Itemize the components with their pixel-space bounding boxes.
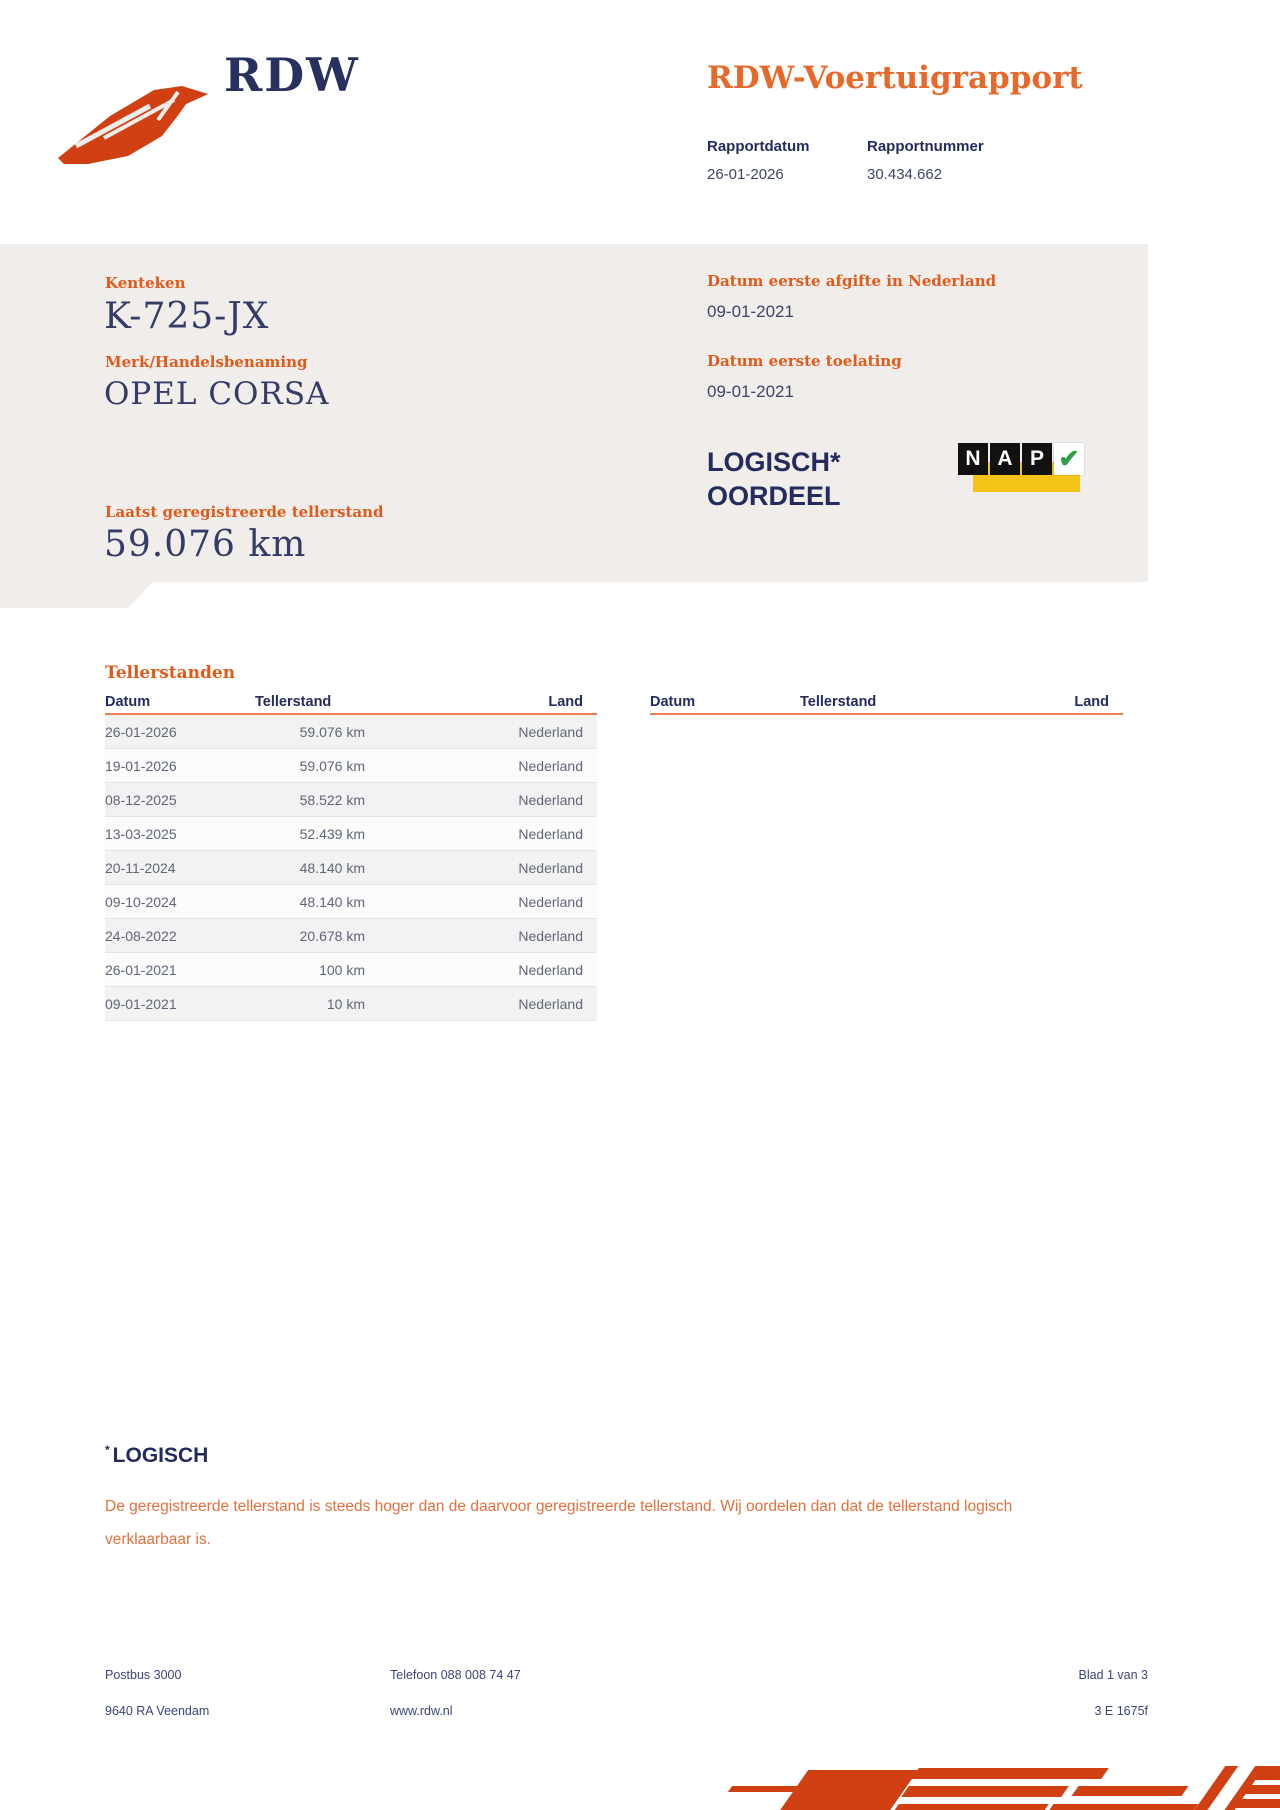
table-row xyxy=(105,953,597,987)
header-land: Land xyxy=(1074,694,1109,710)
cell-tellerstand: 20.678 km xyxy=(299,927,365,944)
table-header-row xyxy=(650,688,1123,715)
tellerstand-rows xyxy=(105,715,597,1021)
oordeel-line1: LOGISCH* xyxy=(707,447,841,477)
eerste-afgifte-label: Datum eerste afgifte in Nederland xyxy=(707,272,997,290)
header-tellerstand: Tellerstand xyxy=(255,694,332,710)
cell-land: Nederland xyxy=(518,893,583,910)
table-row xyxy=(105,783,597,817)
cell-land: Nederland xyxy=(518,757,583,774)
nap-letter-n: N xyxy=(958,443,988,475)
report-date-value: 26-01-2026 xyxy=(707,166,784,183)
nap-logo xyxy=(956,441,1091,493)
footer-address-line2: 9640 RA Veendam xyxy=(105,1704,210,1718)
cell-tellerstand: 59.076 km xyxy=(299,723,365,740)
cell-tellerstand: 59.076 km xyxy=(299,757,365,774)
nap-letter-a: A xyxy=(990,443,1020,475)
footer-address-line1: Postbus 3000 xyxy=(105,1668,182,1682)
report-number-value: 30.434.662 xyxy=(867,166,943,183)
cell-datum: 09-10-2024 xyxy=(105,893,177,910)
kenteken-value: K-725-JX xyxy=(104,296,270,337)
tellerstanden-table xyxy=(105,688,597,1021)
cell-datum: 13-03-2025 xyxy=(105,825,177,842)
table-row xyxy=(105,885,597,919)
cell-datum: 26-01-2021 xyxy=(105,961,177,978)
logisch-note-body: De geregistreerde tellerstand is steeds hoger dan de daarvoor geregistreerde tellerstand. Wij oordelen dan dat de tellerstand logisch verklaarbaar is. xyxy=(105,1498,1013,1548)
logisch-note-title xyxy=(105,1443,208,1468)
cell-datum: 08-12-2025 xyxy=(105,791,177,808)
cell-tellerstand: 48.140 km xyxy=(299,893,365,910)
nap-letter-p: P xyxy=(1022,443,1052,475)
cell-datum: 19-01-2026 xyxy=(105,757,177,774)
cell-land: Nederland xyxy=(518,995,583,1012)
page-title: RDW-Voertuigrapport xyxy=(707,60,1083,96)
cell-land: Nederland xyxy=(518,723,583,740)
tellerstanden-table-right-empty xyxy=(650,688,1123,715)
kenteken-label: Kenteken xyxy=(105,274,186,292)
oordeel-line2: OORDEEL xyxy=(707,481,841,511)
cell-land: Nederland xyxy=(518,927,583,944)
cell-datum: 24-08-2022 xyxy=(105,927,177,944)
oordeel-verdict xyxy=(707,445,841,513)
header-tellerstand: Tellerstand xyxy=(800,694,877,710)
eerste-afgifte-value: 09-01-2021 xyxy=(707,302,794,321)
nap-checkmark-icon: ✔ xyxy=(1054,443,1084,475)
header-land: Land xyxy=(548,694,583,710)
tellerstanden-section-title: Tellerstanden xyxy=(105,663,236,683)
cell-land: Nederland xyxy=(518,825,583,842)
merk-value: OPEL CORSA xyxy=(104,376,330,412)
table-row xyxy=(105,919,597,953)
cell-land: Nederland xyxy=(518,961,583,978)
table-row xyxy=(105,851,597,885)
asterisk-marker: * xyxy=(105,1443,110,1457)
table-header-row xyxy=(105,688,597,715)
eerste-toelating-value: 09-01-2021 xyxy=(707,382,794,401)
cell-datum: 09-01-2021 xyxy=(105,995,177,1012)
rdw-footer-stripes-graphic xyxy=(720,1762,1280,1810)
cell-tellerstand: 48.140 km xyxy=(299,859,365,876)
cell-tellerstand: 10 km xyxy=(326,995,365,1012)
cell-datum: 26-01-2026 xyxy=(105,723,177,740)
cell-datum: 20-11-2024 xyxy=(105,859,176,876)
laatste-tellerstand-value: 59.076 km xyxy=(104,524,307,565)
footer-form-code: 3 E 1675f xyxy=(1094,1704,1148,1718)
cell-land: Nederland xyxy=(518,859,583,876)
cell-tellerstand: 100 km xyxy=(319,961,365,978)
table-row xyxy=(105,987,597,1021)
footer-phone: Telefoon 088 008 74 47 xyxy=(390,1668,521,1682)
report-date-label: Rapportdatum xyxy=(707,138,810,155)
report-number-label: Rapportnummer xyxy=(867,138,984,155)
rdw-logo-wordmark: RDW xyxy=(224,48,360,102)
footer-page-number: Blad 1 van 3 xyxy=(1078,1668,1148,1682)
cell-tellerstand: 58.522 km xyxy=(299,791,365,808)
table-row xyxy=(105,749,597,783)
table-row xyxy=(105,817,597,851)
eerste-toelating-label: Datum eerste toelating xyxy=(707,352,902,370)
header-datum: Datum xyxy=(105,694,151,710)
cell-tellerstand: 52.439 km xyxy=(299,825,365,842)
header-datum: Datum xyxy=(650,694,696,710)
logisch-note-title-text: LOGISCH xyxy=(112,1444,209,1467)
cell-land: Nederland xyxy=(518,791,583,808)
laatste-tellerstand-label: Laatst geregistreerde tellerstand xyxy=(105,503,384,521)
merk-label: Merk/Handelsbenaming xyxy=(105,353,308,371)
table-row xyxy=(105,715,597,749)
footer-website: www.rdw.nl xyxy=(390,1704,453,1718)
rdw-feather-logo-icon xyxy=(58,78,208,164)
